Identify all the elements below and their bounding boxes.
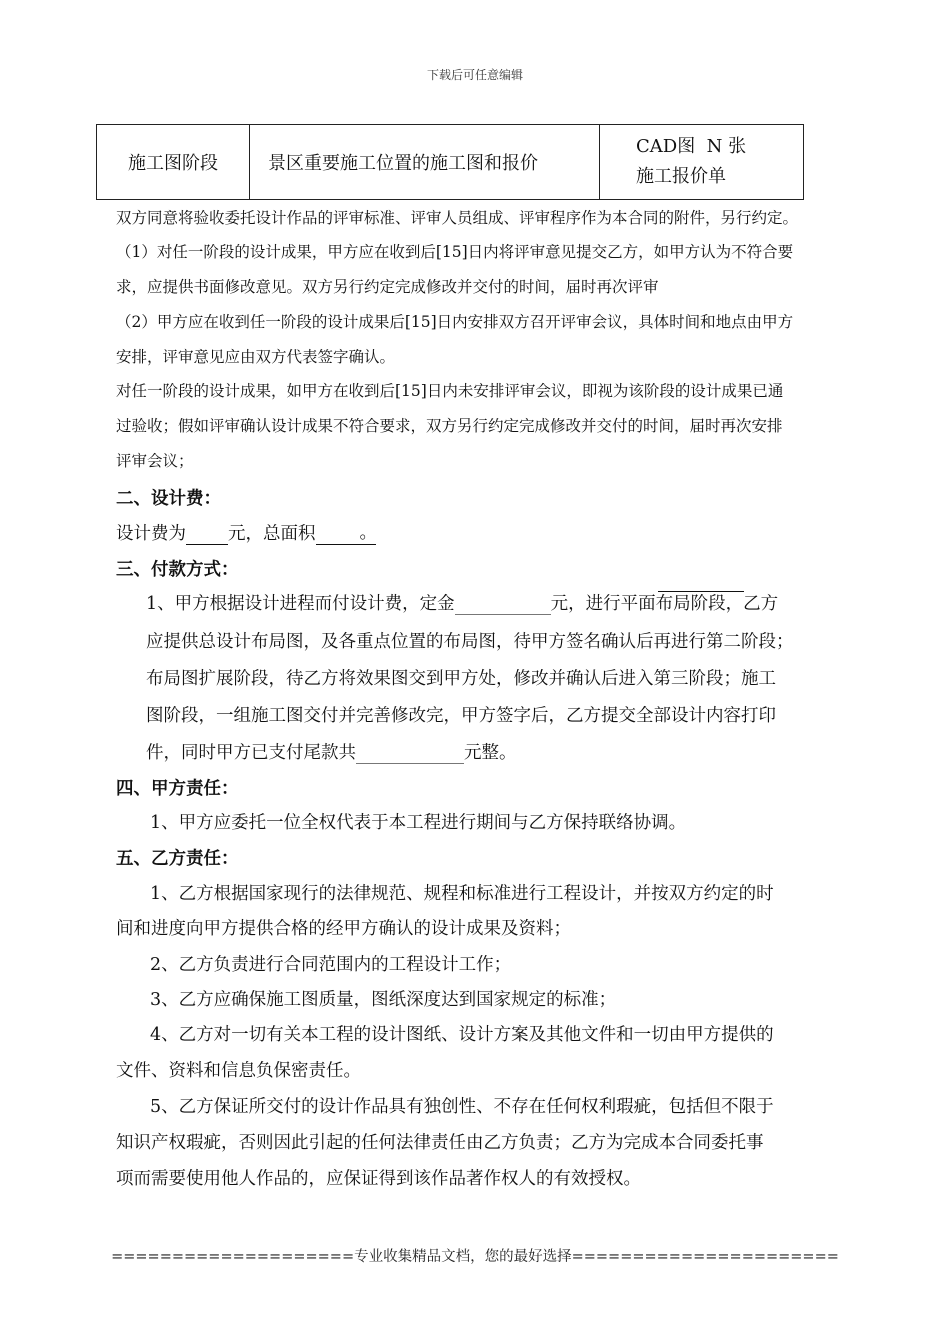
partyB-item5-line3: 项而需要使用他人作品的，应保证得到该作品著作权人的有效授权。 [116,1169,641,1189]
payment-line3: 布局图扩展阶段，待乙方将效果图交到甲方处，修改并确认后进入第三阶段；施工 [146,669,776,689]
section2-heading: 二、设计费： [116,489,221,509]
review-item3-line2: 过验收；假如评审确认设计成果不符合要求，双方另行约定完成修改并交付的时间，届时再次安排 [116,417,783,435]
payment-l1b: 元，进行平面布局阶段，乙方 [550,594,779,614]
section5-heading: 五、乙方责任： [116,849,239,869]
area-blank[interactable] [316,519,376,545]
payment-l5b: 元整。 [464,743,517,763]
payment-line5 [146,739,517,764]
section4-heading: 四、甲方责任： [116,779,239,799]
payment-l5a: 件，同时甲方已支付尾款共 [146,743,356,763]
review-item1-line1: （1）对任一阶段的设计成果，甲方应在收到后[15]日内将评审意见提交乙方，如甲方认为不符合要 [116,243,794,261]
fee-mid: 元，总面积 [228,524,316,544]
design-fee-line [116,519,376,545]
partyB-item5-line1: 5、乙方保证所交付的设计作品具有独创性、不存在任何权利瑕疵，包括但不限于 [150,1097,774,1117]
payment-line1 [146,590,778,615]
final-payment-blank[interactable] [356,743,464,764]
header-note: 下载后可任意编辑 [426,68,523,82]
partyB-item3: 3、乙方应确保施工图质量，图纸深度达到国家规定的标准； [150,990,617,1010]
review-item2-line2: 安排，评审意见应由双方代表签字确认。 [116,348,396,366]
review-intro: 双方同意将验收委托设计作品的评审标准、评审人员组成、评审程序作为本合同的附件，另行约定。 [116,209,799,227]
partyB-item1-line1: 1、乙方根据国家现行的法律规范、规程和标准进行工程设计，并按双方约定的时 [150,884,774,904]
fee-prefix: 设计费为 [116,524,186,544]
stage-cell: 施工图阶段 [97,125,250,200]
table-row [97,125,804,200]
partyB-item1-line2: 间和进度向甲方提供合格的经甲方确认的设计成果及资料； [116,919,571,939]
stage-table [96,124,804,200]
partyB-item2: 2、乙方负责进行合同范围内的工程设计工作； [150,955,512,975]
deliverables-cell [600,125,804,200]
section3-heading: 三、付款方式： [116,560,239,580]
overline-mark [658,591,744,592]
footer-banner: ====================专业收集精品文档，您的最好选择====================== [111,1249,839,1265]
review-item1-line2: 求，应提供书面修改意见。双方另行约定完成修改并交付的时间，届时再次评审 [116,278,659,296]
partyA-duty-1: 1、甲方应委托一位全权代表于本工程进行期间与乙方保持联络协调。 [150,813,687,833]
fee-end: 。 [359,523,377,543]
deliverable-cad: CAD图 N 张 [636,136,747,157]
fee-blank[interactable] [186,524,228,545]
deposit-blank[interactable] [455,594,551,615]
review-item3-line3: 评审会议； [116,452,194,470]
partyB-item5-line2: 知识产权瑕疵，否则因此引起的任何法律责任由乙方负责；乙方为完成本合同委托事 [116,1133,764,1153]
content-cell: 景区重要施工位置的施工图和报价 [250,125,600,200]
partyB-item4-line1: 4、乙方对一切有关本工程的设计图纸、设计方案及其他文件和一切由甲方提供的 [150,1025,774,1045]
partyB-item4-line2: 文件、资料和信息负保密责任。 [116,1061,361,1081]
payment-line4: 图阶段，一组施工图交付并完善修改完，甲方签字后，乙方提交全部设计内容打印 [146,706,776,726]
review-item2-line1: （2）甲方应在收到任一阶段的设计成果后[15]日内安排双方召开评审会议，具体时间和地点由甲方 [116,313,794,331]
payment-l1a: 1、甲方根据设计进程而付设计费，定金 [146,594,455,614]
payment-line2: 应提供总设计布局图，及各重点位置的布局图，待甲方签名确认后再进行第二阶段； [146,632,794,652]
deliverable-quote: 施工报价单 [636,166,726,187]
review-item3-line1: 对任一阶段的设计成果，如甲方在收到后[15]日内未安排评审会议，即视为该阶段的设计成果已通 [116,382,784,400]
